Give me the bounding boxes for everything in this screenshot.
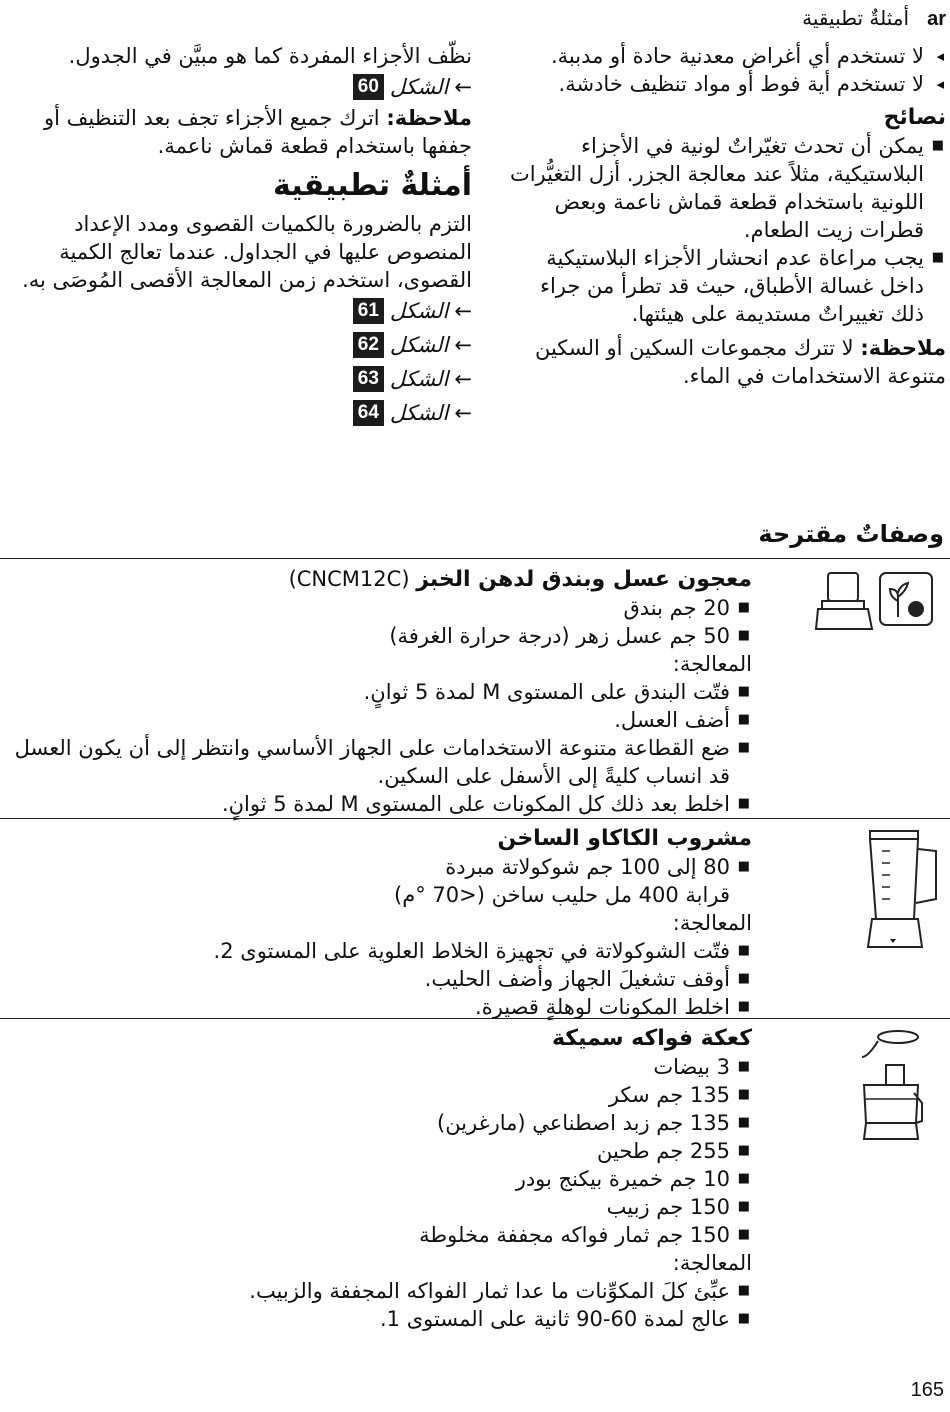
figure-reference <box>10 362 472 396</box>
ingredient-item: ■ 135 جم سكر <box>12 1081 752 1109</box>
language-code: ar <box>927 8 946 30</box>
step-item: ■ فتّت الشوكولاتة في تجهيزة الخلاط العلوية على المستوى 2. <box>12 937 752 965</box>
ingredient-item: ■ 150 جم ثمار فواكه مجففة مخلوطة <box>12 1221 752 1249</box>
recipe-body <box>12 1025 752 1333</box>
suggested-recipes-title: وصفاتٌ مقترحة <box>758 520 944 548</box>
figure-reference <box>10 396 472 430</box>
blender-icon <box>860 827 944 957</box>
right-column <box>506 42 946 390</box>
step-list <box>12 1277 752 1333</box>
tips-heading: نصائح <box>883 105 946 130</box>
tips-list <box>506 132 946 328</box>
figure-word: الشكل <box>389 299 449 323</box>
step-item: ■ عبِّئ كلَ المكوِّنات ما عدا ثمار الفواكه المجففة والزبيب. <box>12 1277 752 1305</box>
ingredient-item: ■ 3 بيضات <box>12 1053 752 1081</box>
recipe-title: معجون عسل وبندق لدهن الخبز <box>416 567 752 592</box>
step-item: ■ فتّت البندق على المستوى M لمدة 5 ثوانٍ. <box>12 678 752 706</box>
recipe-icons <box>860 827 944 964</box>
figure-word: الشكل <box>389 75 449 99</box>
warning-list <box>506 42 946 98</box>
section-heading: أمثلةٌ تطبيقية <box>273 168 472 203</box>
figure-reference <box>10 70 472 104</box>
recipe-body <box>12 825 752 1021</box>
figure-reference <box>10 328 472 362</box>
step-item: ■ عالج لمدة 60-90 ثانية على المستوى 1. <box>12 1305 752 1333</box>
recipe-code: (CNCM12C) <box>288 567 410 591</box>
chopper-icon <box>812 567 936 637</box>
step-item: ■ اخلط المكونات لوهلةٍ قصيرة. <box>12 993 752 1021</box>
figure-number: 64 <box>353 400 384 426</box>
note <box>10 104 472 160</box>
step-item: ■ اخلط بعد ذلك كل المكونات على المستوى M لمدة 5 ثوانٍ. <box>12 790 752 818</box>
recipe-title: كعكة فواكه سميكة <box>551 1026 752 1051</box>
tip-item: ■ يمكن أن تحدث تغيّراتٌ لونية في الأجزاء البلاستيكية، مثلاً عند معالجة الجزر. أزل التغيُّرات اللونية باستخدام قطعة قماش ناعمة وبعض قطرات زيت الطعام. <box>506 132 946 244</box>
note <box>506 334 946 390</box>
ingredient-item: ■ 135 جم زبد اصطناعي (مارغرين) <box>12 1109 752 1137</box>
ingredient-extra: قرابة 400 مل حليب ساخن (<70 °م) <box>394 883 730 907</box>
arrow-icon: ← <box>454 75 472 99</box>
recipe-body <box>12 565 752 818</box>
ingredient-list <box>12 853 752 881</box>
ingredient-item: ■ 255 جم طحين <box>12 1137 752 1165</box>
note-text: اترك جميع الأجزاء تجف بعد التنظيف أو جففها باستخدام قطعة قماش ناعمة. <box>43 106 472 158</box>
page-number: 165 <box>910 1379 944 1401</box>
recipe-hot-cocoa <box>0 818 950 1019</box>
ingredient-item: ■ 80 إلى 100 جم شوكولاتة مبردة <box>12 853 752 881</box>
figure-number: 63 <box>353 366 384 392</box>
arrow-icon: ← <box>454 299 472 323</box>
note-label: ملاحظة: <box>860 336 946 360</box>
ingredient-item: ■ 150 جم زبيب <box>12 1193 752 1221</box>
step-item: ■ ضع القطاعة متنوعة الاستخدامات على الجهاز الأساسي وانتظر إلى أن يكون العسل قد انساب كليةً إلى الأسفل على السكين. <box>12 734 752 790</box>
figure-word: الشكل <box>389 333 449 357</box>
procedure-label: المعالجة: <box>672 652 752 676</box>
figure-number: 61 <box>353 298 384 324</box>
figure-word: الشكل <box>389 401 449 425</box>
ingredient-item: ■ 50 جم عسل زهر (درجة حرارة الغرفة) <box>12 622 752 650</box>
step-list <box>12 678 752 818</box>
ingredient-list <box>12 1053 752 1249</box>
step-list <box>12 937 752 1021</box>
recipe-icons <box>812 567 936 644</box>
warning-item: ◂ لا تستخدم أي أغراض معدنية حادة أو مدببة. <box>506 42 946 70</box>
figure-number: 60 <box>353 74 384 100</box>
recipe-honey-hazelnut <box>0 558 950 819</box>
arrow-icon: ← <box>454 367 472 391</box>
recipe-title: مشروب الكاكاو الساخن <box>497 826 752 851</box>
ingredient-list <box>12 594 752 650</box>
food-processor-icon <box>858 1027 924 1145</box>
figure-word: الشكل <box>389 367 449 391</box>
clean-instruction: نظّف الأجزاء المفردة كما هو مبيَّن في الجدول. <box>68 44 472 68</box>
figure-reference <box>10 294 472 328</box>
page-header <box>802 4 946 33</box>
ingredient-item: ■ 20 جم بندق <box>12 594 752 622</box>
section-paragraph: التزم بالضرورة بالكميات القصوى ومدد الإعداد المنصوص عليها في الجداول. عندما تعالج الكمية القصوى، استخدم زمن المعالجة الأقصى المُوصَى به. <box>22 212 472 292</box>
figure-number: 62 <box>353 332 384 358</box>
warning-item: ◂ لا تستخدم أية فوط أو مواد تنظيف خادشة. <box>506 70 946 98</box>
procedure-label: المعالجة: <box>672 911 752 935</box>
arrow-icon: ← <box>454 401 472 425</box>
arrow-icon: ← <box>454 333 472 357</box>
note-text: لا تترك مجموعات السكين أو السكين متنوعة الاستخدامات في الماء. <box>534 336 946 388</box>
step-item: ■ أضف العسل. <box>12 706 752 734</box>
recipe-icons <box>858 1027 924 1152</box>
note-label: ملاحظة: <box>386 106 472 130</box>
recipe-fruit-cake <box>0 1018 950 1359</box>
tip-item: ■ يجب مراعاة عدم انحشار الأجزاء البلاستيكية داخل غسالة الأطباق، حيث قد تطرأ من جراء ذلك تغييراتٌ مستديمة على هيئتها. <box>506 244 946 328</box>
ingredient-item: ■ 10 جم خميرة بيكنج بودر <box>12 1165 752 1193</box>
header-title: أمثلةٌ تطبيقية <box>802 6 910 30</box>
procedure-label: المعالجة: <box>672 1251 752 1275</box>
step-item: ■ أوقف تشغيلَ الجهاز وأضف الحليب. <box>12 965 752 993</box>
left-column <box>10 42 472 430</box>
